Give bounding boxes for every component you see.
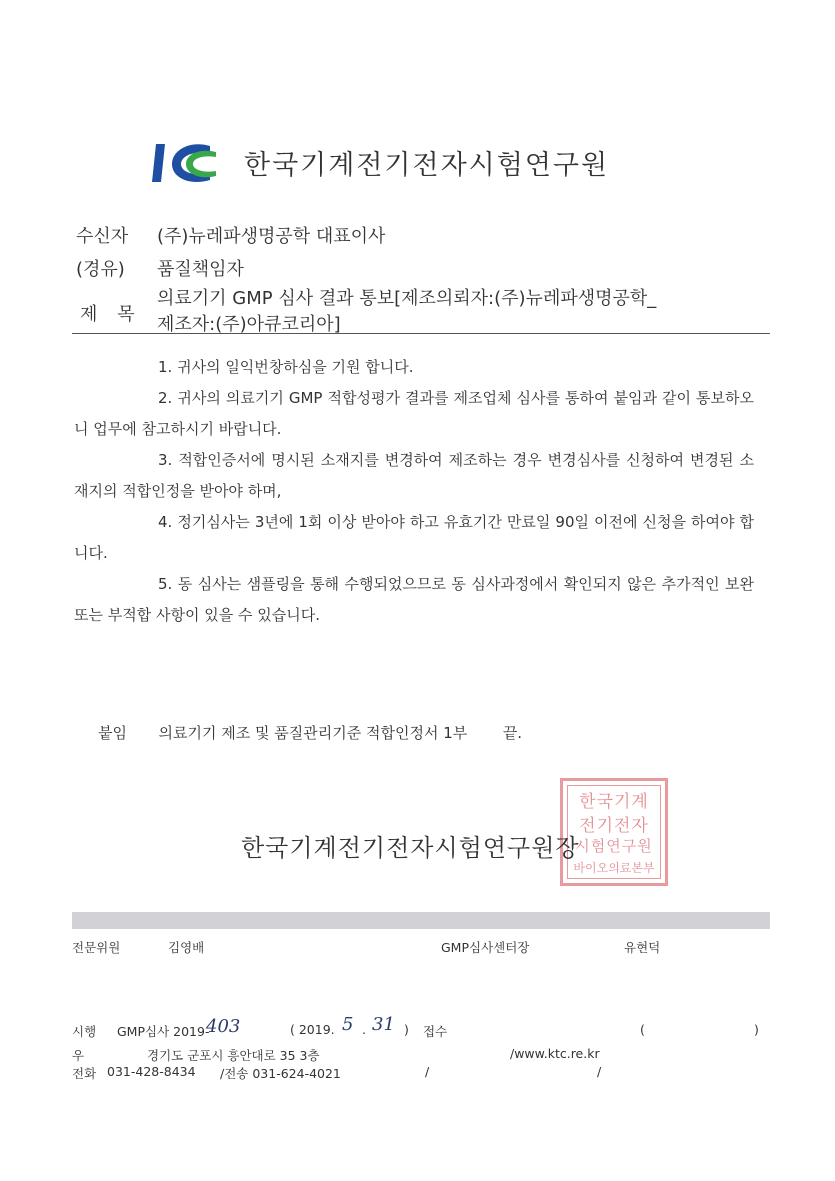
attachment-label: 붙임 bbox=[98, 724, 127, 742]
subject-line-1: 의료기기 GMP 심사 결과 통보[제조의뢰자:(주)뉴레파생명공학_ bbox=[157, 288, 657, 309]
paragraph-3: 3. 적합인증서에 명시된 소재지를 변경하여 제조하는 경우 변경심사를 신청하여 변경된 소재지의 적합인정을 받아야 하며, bbox=[74, 451, 754, 500]
paragraph-1: 1. 귀사의 일익번창하심을 기원 합니다. bbox=[158, 358, 414, 376]
slash-1: / bbox=[425, 1064, 430, 1079]
recipient-value: (주)뉴레파생명공학 대표이사 bbox=[157, 226, 386, 247]
recipient-label: 수신자 bbox=[76, 226, 129, 247]
org-title: 한국기계전기전자시험연구원 bbox=[244, 150, 610, 181]
receipt-label: 접수 bbox=[423, 1024, 448, 1039]
receipt-open: ( bbox=[640, 1022, 645, 1037]
postal-label: 우 bbox=[72, 1048, 85, 1063]
date-day: 31 bbox=[372, 1014, 395, 1035]
website-link[interactable]: /www.ktc.re.kr bbox=[510, 1046, 600, 1061]
paragraph-2: 2. 귀사의 의료기기 GMP 적합성평가 결과를 제조업체 심사를 통하여 붙임과 같이 통보하오니 업무에 참고하시기 바랍니다. bbox=[74, 389, 754, 438]
date-open: ( 2019. bbox=[290, 1022, 335, 1037]
fax-number: /전송 031-624-4021 bbox=[220, 1066, 341, 1081]
director-label: GMP심사센터장 bbox=[441, 940, 530, 955]
issue-label: 시행 bbox=[72, 1024, 97, 1039]
header-divider bbox=[72, 333, 770, 334]
paragraph-5: 5. 동 심사는 샘플링을 통해 수행되었으므로 동 심사과정에서 확인되지 않은 추가적인 보완 또는 부적합 사항이 있을 수 있습니다. bbox=[74, 575, 754, 624]
seal-line-1: 한국기계 bbox=[579, 792, 649, 812]
receipt-close: ) bbox=[754, 1022, 759, 1037]
date-sep: . bbox=[362, 1022, 366, 1037]
subject-label: 제 목 bbox=[80, 304, 135, 325]
expert-name: 김영배 bbox=[168, 940, 205, 955]
signatory-title: 한국기계전기전자시험연구원장 bbox=[241, 834, 580, 862]
expert-label: 전문위원 bbox=[72, 940, 121, 955]
ktc-logo-icon bbox=[150, 138, 220, 188]
seal-line-4: 바이오의료본부 bbox=[573, 861, 655, 875]
body-text bbox=[74, 352, 754, 631]
via-label: (경유) bbox=[76, 259, 125, 280]
phone-label: 전화 bbox=[72, 1066, 97, 1081]
attachment-text: 의료기기 제조 및 품질관리기준 적합인정서 1부 bbox=[158, 724, 468, 742]
date-close: ) bbox=[404, 1022, 409, 1037]
date-month: 5 bbox=[342, 1014, 354, 1035]
seal-line-3: 시험연구원 bbox=[575, 837, 653, 855]
seal-line-2: 전기전자 bbox=[579, 816, 649, 836]
address: 경기도 군포시 흥안대로 35 3층 bbox=[147, 1048, 320, 1063]
phone-number: 031-428-8434 bbox=[107, 1064, 196, 1079]
issue-prefix: GMP심사 2019- bbox=[117, 1024, 210, 1039]
slash-2: / bbox=[597, 1064, 602, 1079]
paragraph-4: 4. 정기심사는 3년에 1회 이상 받아야 하고 유효기간 만료일 90일 이전에 신청을 하여야 합니다. bbox=[74, 513, 754, 562]
approval-bar bbox=[72, 912, 770, 929]
end-mark: 끝. bbox=[502, 724, 523, 742]
subject-line-2: 제조자:(주)아큐코리아] bbox=[157, 314, 341, 335]
attachment-line bbox=[98, 722, 522, 743]
via-value: 품질책임자 bbox=[157, 259, 244, 280]
director-name: 유현덕 bbox=[624, 940, 661, 955]
issue-number: 403 bbox=[206, 1016, 241, 1037]
